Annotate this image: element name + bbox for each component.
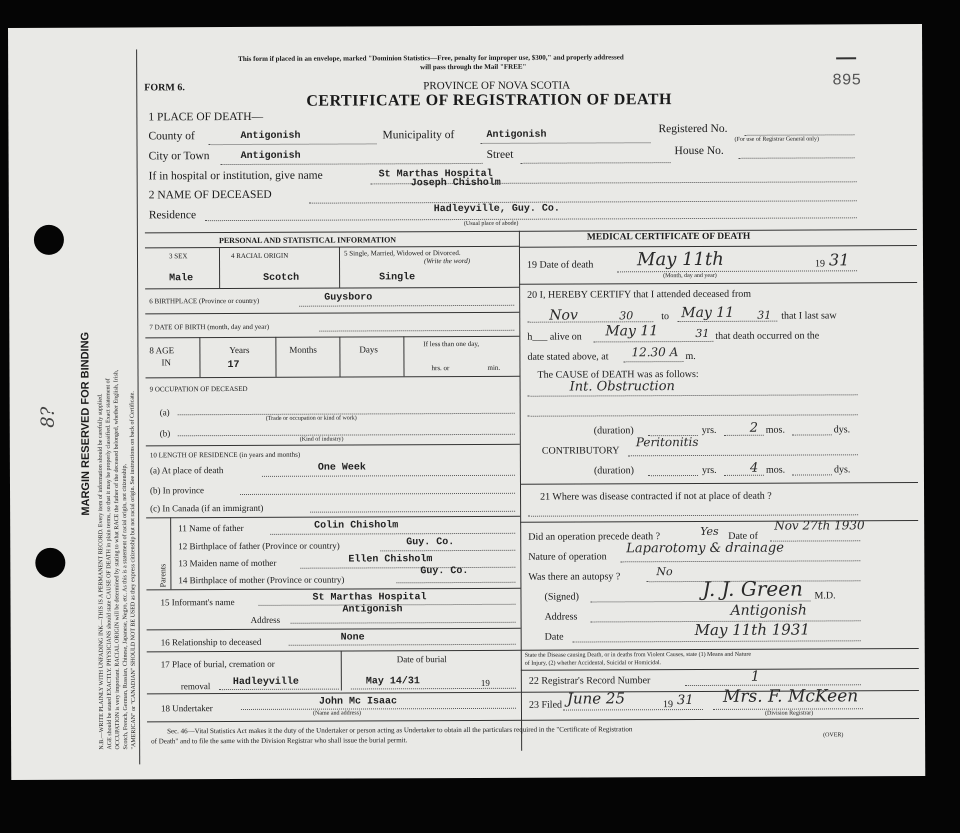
md-label: M.D.	[814, 590, 836, 602]
hospital-value: St Marthas Hospital	[378, 168, 493, 181]
operation-date-label: Date of	[728, 530, 758, 542]
autopsy-value: No	[656, 565, 673, 579]
burial-date-value: May 14/31	[365, 676, 420, 688]
in-province-label: (b) In province	[149, 485, 205, 496]
mail-notice-line1: This form if placed in an envelope, marked "Dominion Statistics—Free, penalty for improper use, $300," and properly addressed	[238, 53, 624, 63]
cause-yrs-label: yrs.	[701, 424, 717, 436]
mother-name-label: 13 Maiden name of mother	[178, 557, 277, 569]
deceased-name-label: 2 NAME OF DECEASED	[148, 188, 272, 202]
undertaker-label: 18 Undertaker	[160, 703, 213, 714]
margin-instructions-5: "AMERICAN" or "CANADIAN" SHOULD NOT BE USED as they express citizenship but not racial origin. See instructions on back of Certificate.	[129, 391, 138, 750]
place-of-death-heading: 1 PLACE OF DEATH—	[148, 110, 264, 124]
marital-value: Single	[379, 272, 416, 284]
deceased-name-value: Joseph Chisholm	[410, 177, 501, 190]
signed-label: (Signed)	[544, 591, 579, 603]
dob-label: 7 DATE OF BIRTH (month, day and year)	[149, 322, 270, 332]
footer-section-line2: of Death" and to file the same with the Division Registrar who shall issue the burial permit.	[151, 736, 408, 746]
filed-label: 23 Filed	[528, 699, 563, 711]
residence-value: Hadleyville, Guy. Co.	[433, 203, 560, 216]
registrar-signature: Mrs. F. McKeen	[722, 686, 859, 707]
registered-no-label: Registered No.	[658, 122, 728, 136]
violent-causes-note-2: of Injury, (2) whether Accidental, Suicidal or Homicidal.	[524, 660, 662, 667]
operation-label: Did an operation precede death ?	[528, 531, 661, 543]
footer-section-line1: Sec. 46—Vital Statistics Act makes it the duty of the Undertaker or person acting as Undertaker to obtain all the particulars required in the "Certificate of Registration	[167, 725, 633, 736]
days-label: Days	[359, 344, 378, 355]
in-canada-label: (c) In Canada (if an immigrant)	[150, 502, 264, 514]
margin-instructions-2: AGE should be stated EXACTLY. PHYSICIANS should state CAUSE OF DEATH in plain terms, so that it may be properly classified. Exact statement of	[105, 378, 114, 750]
filed-year-value: 31	[676, 693, 694, 709]
county-label: County of	[148, 130, 195, 143]
mail-notice-line2: will pass through the Mail "FREE"	[420, 62, 527, 72]
date-stated-label: date stated above, at	[527, 351, 609, 363]
physician-address-value: Antigonish	[730, 602, 807, 619]
contrib-duration-label: (duration)	[593, 465, 634, 477]
house-no-label: House No.	[674, 144, 724, 158]
at-place-label: (a) At place of death	[149, 465, 224, 476]
contrib-dys-label: dys.	[833, 464, 851, 476]
street-label: Street	[486, 148, 514, 161]
column-divider	[519, 231, 522, 751]
binding-hole-bottom	[35, 548, 65, 578]
registered-no-note: (For use of Registrar General only)	[734, 136, 819, 143]
to-label: to	[661, 311, 670, 323]
residence-label: Residence	[148, 209, 197, 222]
serial-number: 895	[832, 71, 862, 90]
footer-over: (OVER)	[823, 732, 844, 739]
binding-hole-top	[34, 225, 64, 255]
informant-label: 15 Informant's name	[160, 597, 235, 608]
occupation-label: 9 OCCUPATION OF DECEASED	[149, 384, 248, 394]
alive-on-year: 31	[695, 326, 710, 341]
time-suffix-label: m.	[685, 351, 696, 363]
contrib-mos-label: mos.	[765, 464, 786, 476]
father-birthplace-label: 12 Birthplace of father (Province or country)	[178, 540, 340, 552]
years-label: Years	[229, 344, 250, 356]
mother-birthplace-label: 14 Birthplace of mother (Province or country)	[178, 574, 345, 586]
date-of-death-note: (Month, day and year)	[663, 272, 717, 280]
record-number-value: 1	[750, 668, 760, 685]
operation-value: Yes	[700, 524, 719, 538]
occupation-a-note: (Trade or occupation or kind of work)	[265, 415, 357, 422]
racial-origin-value: Scotch	[263, 272, 300, 284]
burial-year-label: 19	[480, 677, 490, 688]
alive-on-value: May 11	[605, 323, 659, 340]
date-of-death-value: May 11th	[636, 248, 724, 271]
racial-origin-label: 4 RACIAL ORIGIN	[230, 251, 289, 261]
cause-mos-value: 2	[749, 420, 759, 436]
contrib-mos-value: 4	[749, 460, 759, 476]
filed-date-value: June 25	[566, 689, 626, 708]
certificate-title: CERTIFICATE OF REGISTRATION OF DEATH	[306, 91, 672, 110]
burial-place-value: Hadleyville	[232, 676, 299, 689]
hrs-label: hrs. or	[431, 364, 450, 373]
burial-removal-label: removal	[180, 681, 211, 692]
cause-label: The CAUSE of DEATH was as follows:	[537, 368, 699, 381]
operation-nature-value: Laparotomy & drainage	[626, 540, 784, 557]
margin-instructions-4: Scotch, French, German, Russian, Chinese, Japanese, Negro, etc. As this is a statement of racial origin, not citizenship,	[121, 464, 130, 750]
date-of-death-year: 31	[828, 250, 850, 270]
father-birthplace-value: Guy. Co.	[406, 537, 455, 549]
occupation-b-label: (b)	[159, 428, 171, 439]
father-name-value: Colin Chisholm	[314, 520, 399, 532]
death-occurred-label: that death occurred on the	[715, 330, 820, 342]
alive-on-label: h___ alive on	[527, 331, 582, 343]
margin-instructions-1: N.B.—WRITE PLAINLY WITH UNFADING INK—THIS IS A PERMANENT RECORD. Every item of information should be carefully supplied.	[97, 393, 106, 750]
form-number: FORM 6.	[144, 82, 185, 94]
cause-mos-label: mos.	[765, 424, 785, 436]
age-label-in: IN	[161, 357, 171, 368]
city-label: City or Town	[148, 150, 210, 163]
contributory-value: Peritonitis	[635, 434, 699, 450]
sex-label: 3 SEX	[168, 252, 188, 261]
occupation-b-note: (Kind of industry)	[299, 436, 344, 443]
undertaker-value: John Mc Isaac	[318, 696, 397, 708]
personal-heading: PERSONAL AND STATISTICAL INFORMATION	[218, 235, 397, 246]
birthplace-label: 6 BIRTHPLACE (Province or country)	[149, 296, 260, 306]
years-value: 17	[227, 359, 240, 372]
burial-date-label: Date of burial	[396, 654, 447, 665]
marital-note: (Write the word)	[424, 256, 471, 266]
residence-note: (Usual place of abode)	[463, 220, 519, 228]
certified-date-label: Date	[544, 631, 564, 643]
physician-signature: J. J. Green	[702, 576, 803, 601]
corner-dash	[836, 57, 856, 59]
operation-date-value: Nov 27th 1930	[774, 518, 865, 533]
municipality-label: Municipality of	[382, 129, 455, 142]
contrib-yrs-label: yrs.	[701, 464, 717, 476]
cause-value: Int. Obstruction	[569, 379, 675, 395]
birthplace-value: Guysboro	[324, 292, 373, 304]
time-of-death-value: 12.30 A	[631, 345, 679, 360]
mother-name-value: Ellen Chisholm	[348, 554, 433, 566]
min-label: min.	[487, 363, 501, 372]
certificate-paper	[8, 24, 925, 780]
date-of-death-year-prefix: 19	[815, 258, 826, 270]
sex-value: Male	[169, 273, 194, 285]
occupation-a-label: (a)	[159, 407, 170, 418]
attended-from-value: Nov	[549, 307, 578, 324]
county-value: Antigonish	[240, 130, 301, 142]
relationship-label: 16 Relationship to deceased	[160, 636, 262, 648]
city-value: Antigonish	[240, 150, 301, 162]
parents-label: Parents	[158, 563, 168, 588]
disease-contracted-label: 21 Where was disease contracted if not at place of death ?	[540, 490, 772, 503]
last-saw-label: that I last saw	[781, 310, 837, 322]
relationship-value: None	[340, 632, 365, 644]
informant-address-value: Antigonish	[342, 604, 403, 616]
physician-address-label: Address	[544, 611, 578, 623]
marital-label: 5 Single, Married, Widowed or Divorced.	[343, 249, 461, 258]
record-number-label: 22 Registrar's Record Number	[528, 675, 651, 687]
father-name-label: 11 Name of father	[178, 522, 244, 534]
at-place-value: One Week	[317, 462, 366, 474]
length-of-residence-label: 10 LENGTH OF RESIDENCE (in years and months)	[149, 450, 301, 460]
municipality-value: Antigonish	[486, 129, 547, 141]
province-heading: PROVINCE OF NOVA SCOTIA	[423, 79, 571, 93]
attended-to-year: 31	[757, 308, 772, 322]
informant-value: St Marthas Hospital	[312, 592, 427, 604]
certify-label: 20 I, HEREBY CERTIFY that I attended deceased from	[527, 288, 752, 301]
informant-address-label: Address	[250, 614, 281, 625]
undertaker-note: (Name and address)	[312, 710, 361, 717]
attended-to-value: May 11	[681, 304, 735, 322]
contributory-label: CONTRIBUTORY	[541, 445, 620, 457]
mother-birthplace-value: Guy. Co.	[420, 565, 469, 578]
months-label: Months	[289, 344, 317, 355]
attended-from-year: 30	[619, 309, 634, 323]
binding-margin-label: MARGIN RESERVED FOR BINDING	[79, 331, 93, 516]
operation-nature-label: Nature of operation	[528, 551, 607, 563]
date-of-death-label: 19 Date of death	[527, 259, 594, 271]
cause-duration-label: (duration)	[593, 425, 634, 437]
hospital-label: If in hospital or institution, give name	[148, 169, 323, 183]
violent-causes-note-1: State the Disease causing Death, or in deaths from Violent Causes, state (1) Means and Nature	[524, 651, 752, 659]
less-than-day-label: If less than one day,	[423, 339, 480, 349]
pencil-mark: 8?	[37, 406, 59, 428]
certified-date-value: May 11th 1931	[694, 620, 810, 640]
medical-heading: MEDICAL CERTIFICATE OF DEATH	[586, 231, 751, 243]
burial-place-label: 17 Place of burial, cremation or	[160, 658, 275, 670]
registrar-note: (Division Registrar)	[764, 710, 814, 717]
cause-dys-label: dys.	[833, 424, 851, 436]
age-label: 8 AGE	[149, 345, 175, 356]
filed-year-prefix: 19	[662, 699, 673, 711]
autopsy-label: Was there an autopsy ?	[528, 571, 621, 583]
margin-instructions-3: OCCUPATION is very important. RACIAL ORIGIN will be determined by stating to what RACE the father of the deceased belonged, whether English, Irish,	[113, 369, 122, 750]
